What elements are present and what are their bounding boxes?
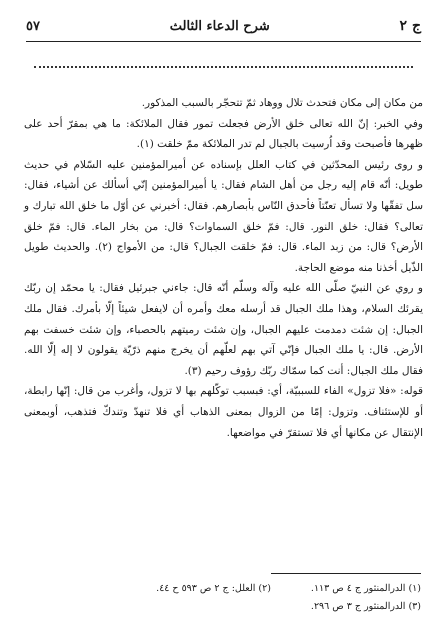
footnote-3: (٣) الدرالمنثور ج ٣ ص ٢٩٦. (310, 601, 421, 612)
main-text (24, 93, 423, 443)
paragraph-1: من مكان إلى مكان فتحدث تلال ووهاد ثمّ تتحجّر بالسبب المذكور. (141, 97, 423, 109)
footnote-1: (١) الدرالمنثور ج ٤ ص ١١٣. (310, 583, 421, 594)
dotted-separator (34, 66, 413, 68)
running-title: شرح الدعاء الثالث (169, 18, 270, 34)
volume-label: ج ٢ (399, 18, 421, 34)
paragraph-5: قوله: «فلا تزول» الفاء للسببيّة، أي: فبسبب توكّلهم بها لا تزول، وأغرب من قال: إنّها رابطة، أو للإستئناف. وتزول: إمّا من الزوال بمعنى الذهاب أي فلا تنهدّ وتندكّ فتذهب، أوبمعنى الإنتقال عن مكانها أي فلا تستقرّ في مواضعها. (24, 385, 423, 439)
footnotes (26, 580, 421, 616)
page-header (26, 14, 421, 38)
header-rule (26, 41, 421, 42)
paragraph-3: و روى رئيس المحدّثين في كتاب العلل بإسناده عن أميرالمؤمنين عليه السّلام في حديث طويل: أنّه قام إليه رجل من أهل الشام فقال: يا أميرالمؤمنين إنّي أسألك عن أشياء، فقال: سل تفقّها ولا تسأل تعنّتاً فأحدق النّاس بأبصارهم. فقال: أخبرني عن أوّل ما خلق الله تبارك و تعالى؟ فقال: خلق النور. قال: فمّ خلق السماوات؟ قال: من بخار الماء. قال: فمّ خلق الأرض؟ قال: من زبد الماء. قال: فمّ خلقت الجبال؟ قال: من الأمواج (٢). والحديث طويل الذّيل أخذنا منه موضع الحاجة. (24, 158, 424, 274)
footnote-row (26, 580, 421, 598)
footnote-2: (٢) العلل: ج ٢ ص ٥٩٣ ح ٤٤. (156, 583, 271, 594)
footnote-rule (271, 573, 421, 574)
paragraph-4: و روي عن النبيّ صلّى الله عليه وآله وسلّم أنّه قال: جاءني جبرئيل فقال: يا محمّد إن ربّك يقرئك السلام، وهذا ملك الجبال قد أرسله معك وأمره أن لايفعل شيئاً إلّا بأمرك. فقال ملك الجبال: إن شئت دمدمت عليهم الجبال، وإن شئت رميتهم بالحصباء، وإن شئت خسفت بهم الأرض. قال: يا ملك الجبال فإنّي آتي بهم لعلّهم أن يخرج منهم ذرّيّة يقولون لا إله إلّا الله. فقال ملك الجبال: أنت كما سمّاك ربّك رؤوف رحيم (٣). (24, 282, 423, 377)
page-number: ٥٧ (26, 18, 40, 34)
paragraph-2: وفي الخبر: إنّ الله تعالى خلق الأرض فجعلت تمور فقال الملائكة: ما هي بمقرّ أحد على ظهرها فأصبحت وقد اُرسيت بالجبال لم تدر الملائكة ممّ خلقت (١). (24, 117, 423, 151)
